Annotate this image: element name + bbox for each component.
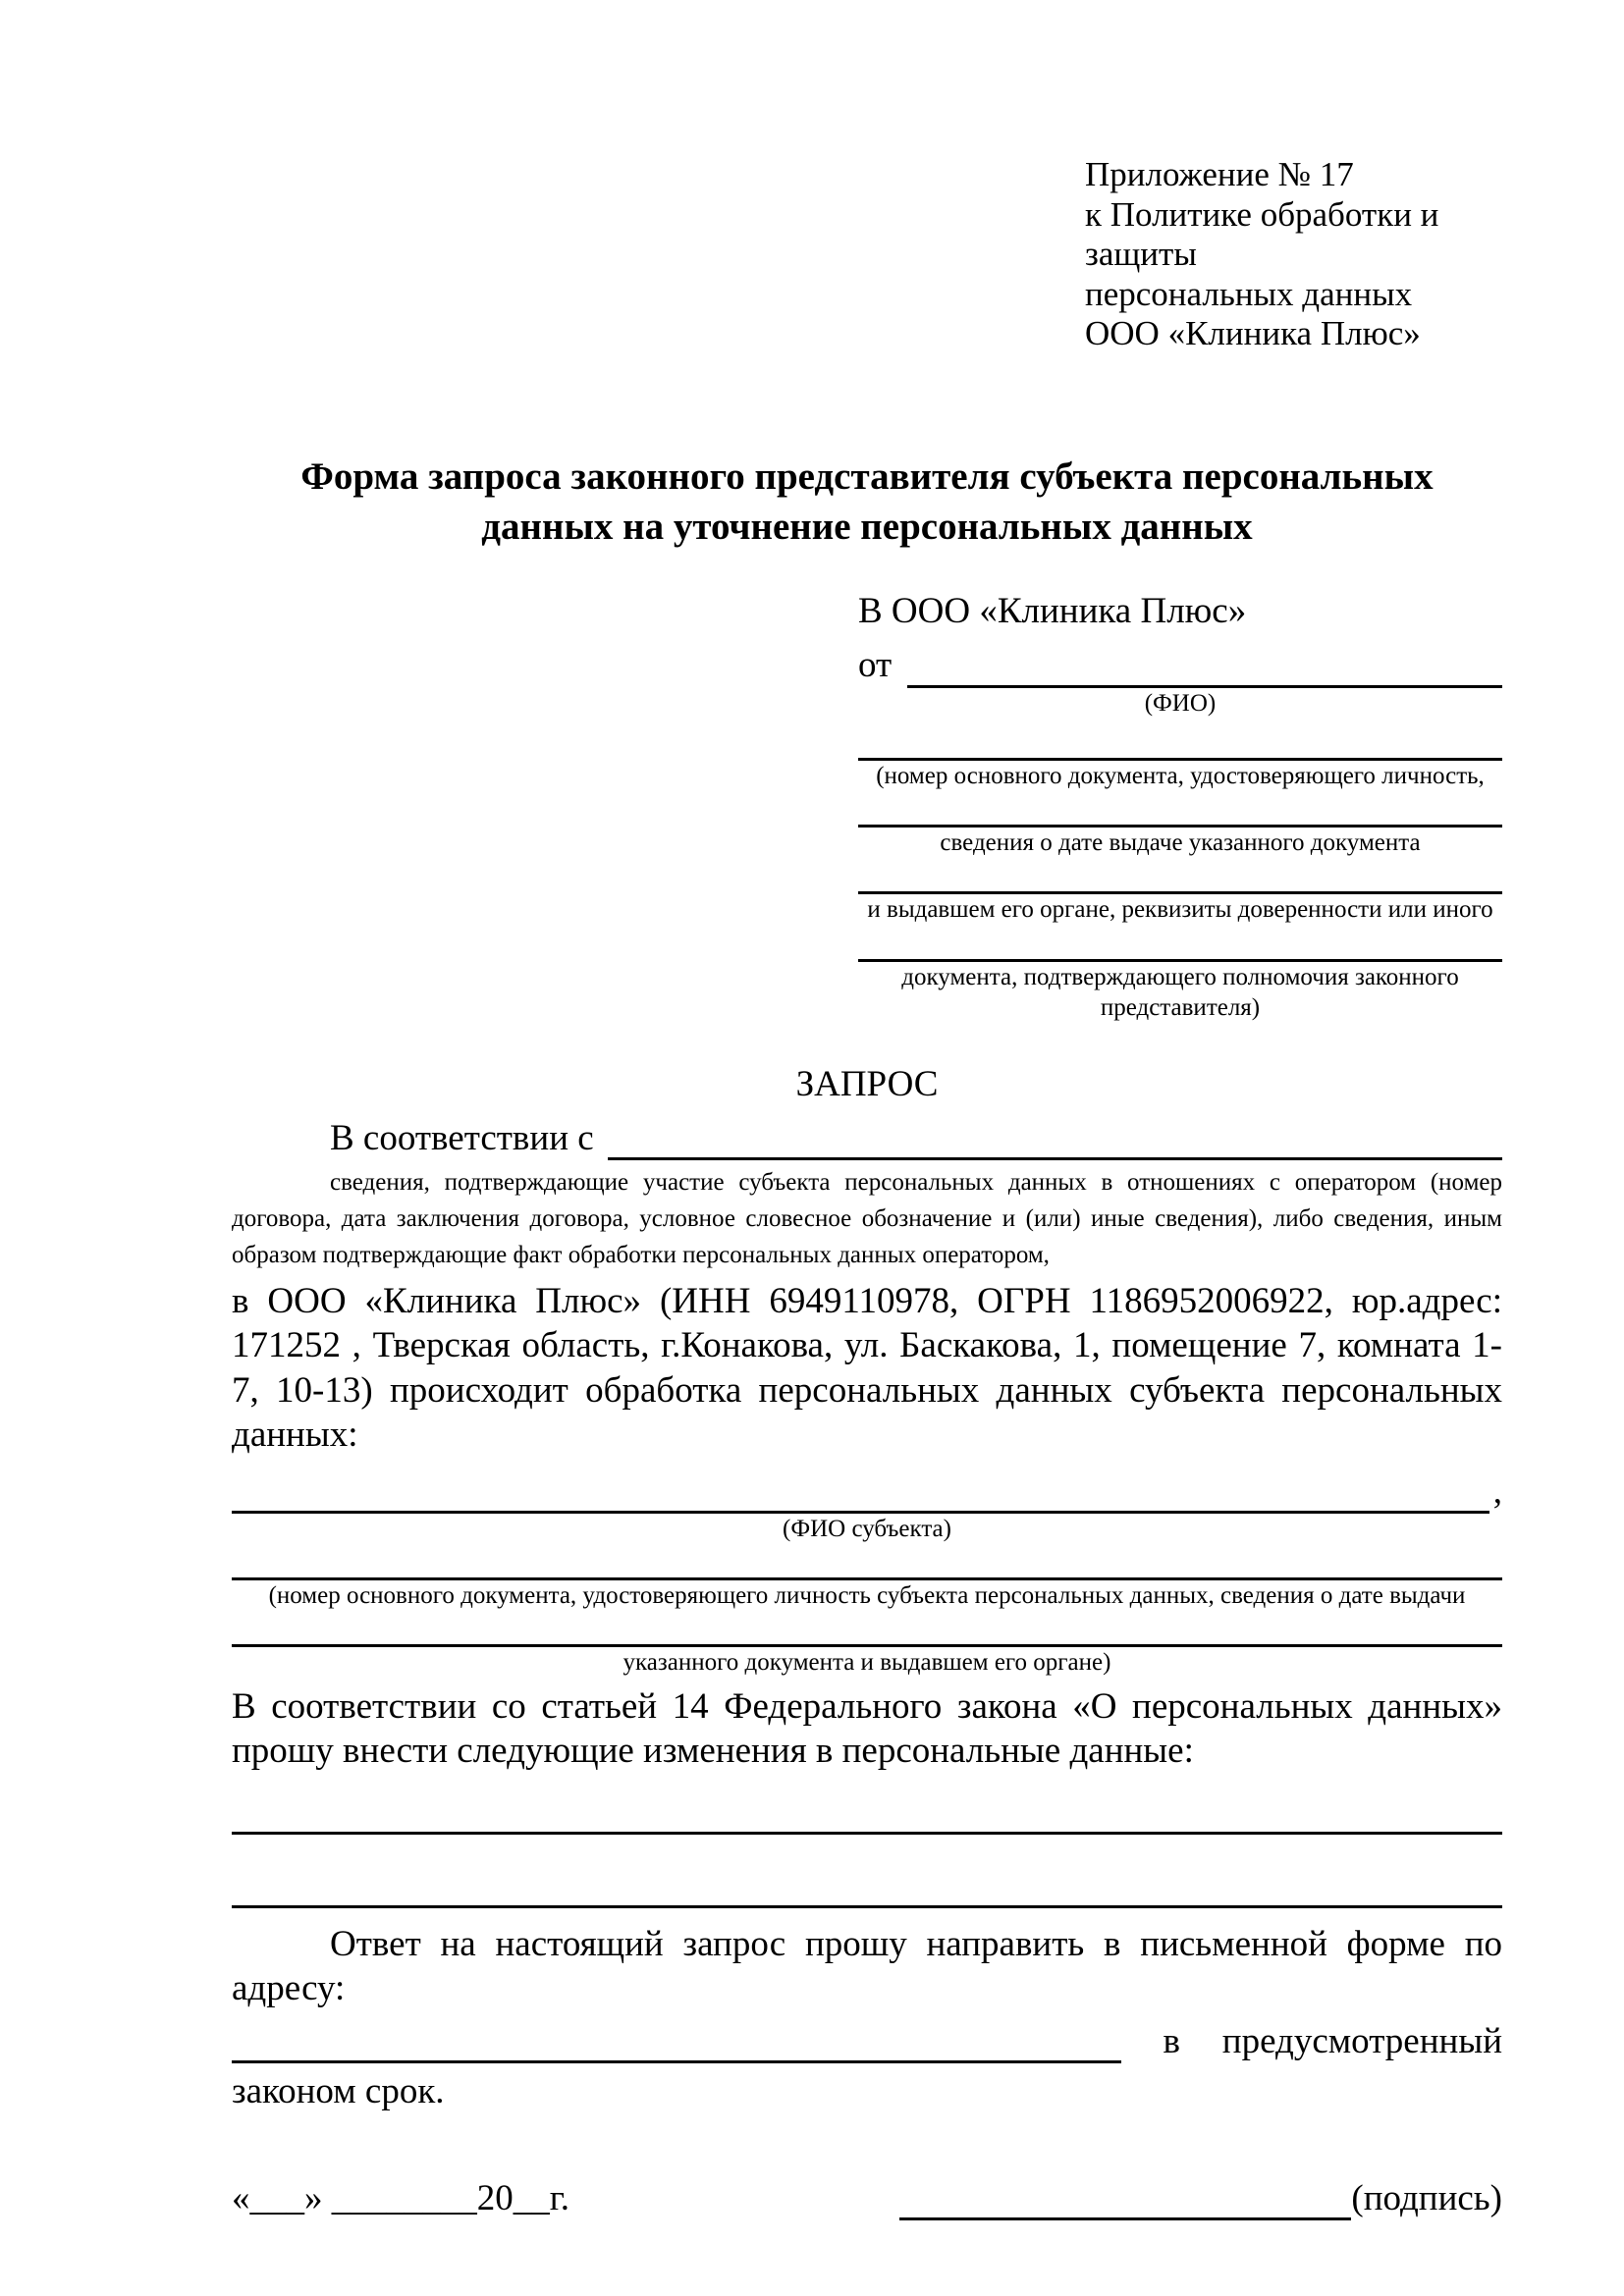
fio-caption: (ФИО) (1144, 689, 1217, 717)
basis-blank-line (608, 1157, 1502, 1160)
law-paragraph: В соответствии со статьей 14 Федерального закона «О персональных данных» прошу внести следующие изменения в персональные данные: (232, 1685, 1502, 1771)
form-title: Форма запроса законного представителя субъекта персональных данных на уточнение персональных данных (300, 454, 1434, 548)
subject-document-blank-line-2 (232, 1611, 1502, 1647)
addressee-block (858, 589, 1502, 1023)
document-number-blank-line (858, 719, 1502, 761)
issuing-authority-caption: и выдавшем его органе, реквизиты доверенности или иного (867, 896, 1493, 924)
signature-caption: (подпись) (1351, 2178, 1502, 2219)
subject-document-caption-1: (номер основного документа, удостоверяющего личность субъекта персональных данных, сведения о дате выдачи (268, 1582, 1466, 1610)
intro-label: В соответствии с (330, 1118, 594, 1159)
changes-blank-line-1 (232, 1785, 1502, 1835)
appendix-company: ООО «Клиника Плюс» (1085, 314, 1421, 353)
subject-document-blank-line (232, 1544, 1502, 1580)
response-address-row (232, 2018, 1502, 2063)
from-row (858, 643, 1502, 687)
signature-block (899, 2176, 1502, 2220)
changes-blank-line-2 (232, 1852, 1502, 1908)
appendix-number: Приложение № 17 (1085, 155, 1354, 193)
response-word-1: в (1163, 2020, 1181, 2061)
addressee-company: В ООО «Клиника Плюс» (858, 591, 1247, 632)
issuing-authority-blank-line (858, 858, 1502, 894)
basis-footnote: сведения, подтверждающие участие субъекта персональных данных в отношениях с оператором (номер договора, дата заключения договора, условное словесное обозначение и (или) иные сведения), либо сведения, иным образом подтверждающие факт обработки персональных данных оператором, (232, 1169, 1502, 1269)
response-paragraph-line3: законом срок. (232, 2071, 445, 2112)
document-number-caption: (номер основного документа, удостоверяющего личность, (876, 762, 1485, 789)
date-field: «___» ________20__г. (232, 2178, 570, 2219)
comma-mark: , (1492, 1470, 1502, 1512)
date-signature-row (232, 2176, 1502, 2220)
address-blank-line (232, 2021, 1121, 2063)
appendix-header (1085, 155, 1502, 354)
signature-blank-line (899, 2178, 1351, 2220)
power-of-attorney-caption: документа, подтверждающего полномочия законного представителя) (901, 963, 1459, 1021)
issue-date-caption: сведения о дате выдаче указанного документа (940, 829, 1421, 857)
subject-document-caption-2: указанного документа и выдавшем его органе) (623, 1649, 1111, 1677)
intro-row (232, 1116, 1502, 1160)
from-label: от (858, 645, 893, 686)
subject-fio-caption: (ФИО субъекта) (783, 1515, 951, 1542)
operator-paragraph: в ООО «Клиника Плюс» (ИНН 6949110978, ОГРН 1186952006922, юр.адрес: 171252 , Тверская область, г.Конакова, ул. Баскакова, 1, помещение 7, комната 1-7, 10-13) происходит обработка персональных данных субъекта персональных данных: (232, 1281, 1502, 1455)
appendix-policy-line2: персональных данных (1085, 274, 1413, 313)
appendix-policy-line: к Политике обработки и защиты (1085, 194, 1439, 274)
subject-fio-row (232, 1470, 1502, 1514)
request-heading: ЗАПРОС (795, 1064, 939, 1105)
power-of-attorney-blank-line (858, 926, 1502, 962)
issue-date-blank-line (858, 791, 1502, 828)
response-word-2: предусмотренный (1221, 2020, 1502, 2061)
response-paragraph-line1: Ответ на настоящий запрос прошу направить в письменной форме по адресу: (232, 1923, 1502, 2008)
